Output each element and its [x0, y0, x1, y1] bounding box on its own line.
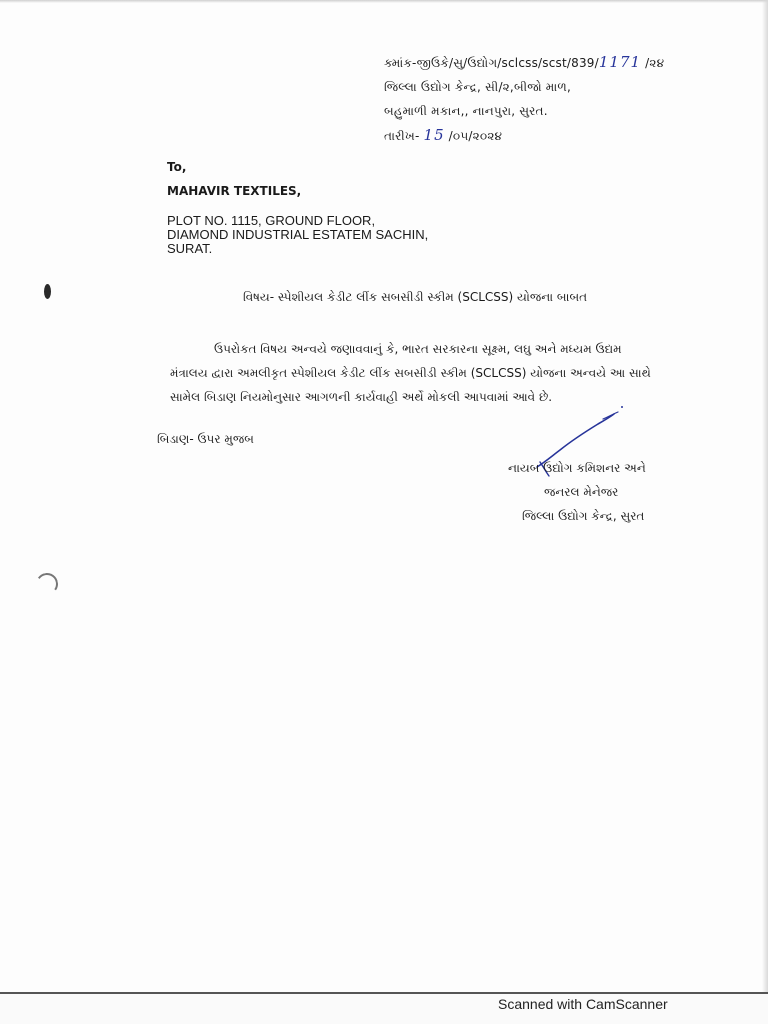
signatory-title: નાયબ ઉદ્યોગ કમિશનર અને [508, 461, 646, 475]
date-handwritten-day: 15 [423, 126, 445, 144]
recipient-address [167, 214, 428, 256]
recipient-name: MAHAVIR TEXTILES, [167, 184, 302, 198]
body-line-3: સામેલ બિડાણ નિયમોનુસાર આગળની કાર્યવાહી અર્થે મોકલી આપવામાં આવે છે. [170, 390, 553, 404]
reference-block [384, 50, 664, 148]
signatory-office: જિલ્લા ઉદ્યોગ કેન્દ્ર, સુરત [522, 509, 645, 523]
reference-number [384, 50, 664, 75]
subject-line: વિષય- સ્પેશીયલ કેડીટ લીંક સબસીડી સ્કીમ (SCLCSS) યોજના બાબત [243, 290, 588, 304]
enclosure-note: બિડાણ- ઉપર મુજબ [157, 432, 254, 446]
signatory-block [500, 456, 680, 528]
recipient-address-line2: DIAMOND INDUSTRIAL ESTATEM SACHIN, [167, 227, 429, 242]
scan-edge-right [762, 0, 768, 995]
reference-number-prefix: ક્માંક-જીઉકે/સુ/ઉદ્યોગ/sclcss/scst/839/ [384, 56, 599, 70]
to-label: To, [167, 160, 187, 174]
reference-number-suffix: /૨૪ [641, 56, 665, 70]
reference-number-handwritten: 1171 [598, 53, 642, 71]
body-paragraph [170, 337, 730, 409]
recipient-address-line3: SURAT. [167, 241, 213, 256]
signatory-designation: જનરલ મેનેજર [544, 485, 619, 499]
recipient-address-line1: PLOT NO. 1115, GROUND FLOOR, [167, 213, 376, 228]
office-address-line1: જિલ્લા ઉદ્યોગ કેન્દ્ર, સી/૨,બીજો માળ, [384, 80, 571, 94]
scan-edge-top [0, 0, 768, 3]
office-address-line2: બહુમાળી મકાન,, નાનપુરા, સુરત. [384, 104, 548, 118]
body-line-1: ઉપરોકત વિષય અન્વયે જણાવવાનું કે, ભારત સરકારના સૂક્ષ્મ, લઘુ અને મધ્યમ ઉદ્યમ [214, 342, 622, 356]
scanner-watermark: Scanned with CamScanner [498, 996, 668, 1012]
letter-date [384, 123, 664, 148]
date-printed: /૦૫/૨૦૨૪ [444, 129, 503, 143]
body-line-2: મંત્રાલય દ્વારા અમલીકૃત સ્પેશીયલ કેડીટ લીંક સબસીડી સ્કીમ (SCLCSS) યોજના અન્વયે આ સાથે [170, 366, 651, 380]
punch-hole-mark [44, 284, 51, 299]
date-label: તારીખ- [384, 129, 424, 143]
scan-arc-mark [34, 571, 59, 596]
